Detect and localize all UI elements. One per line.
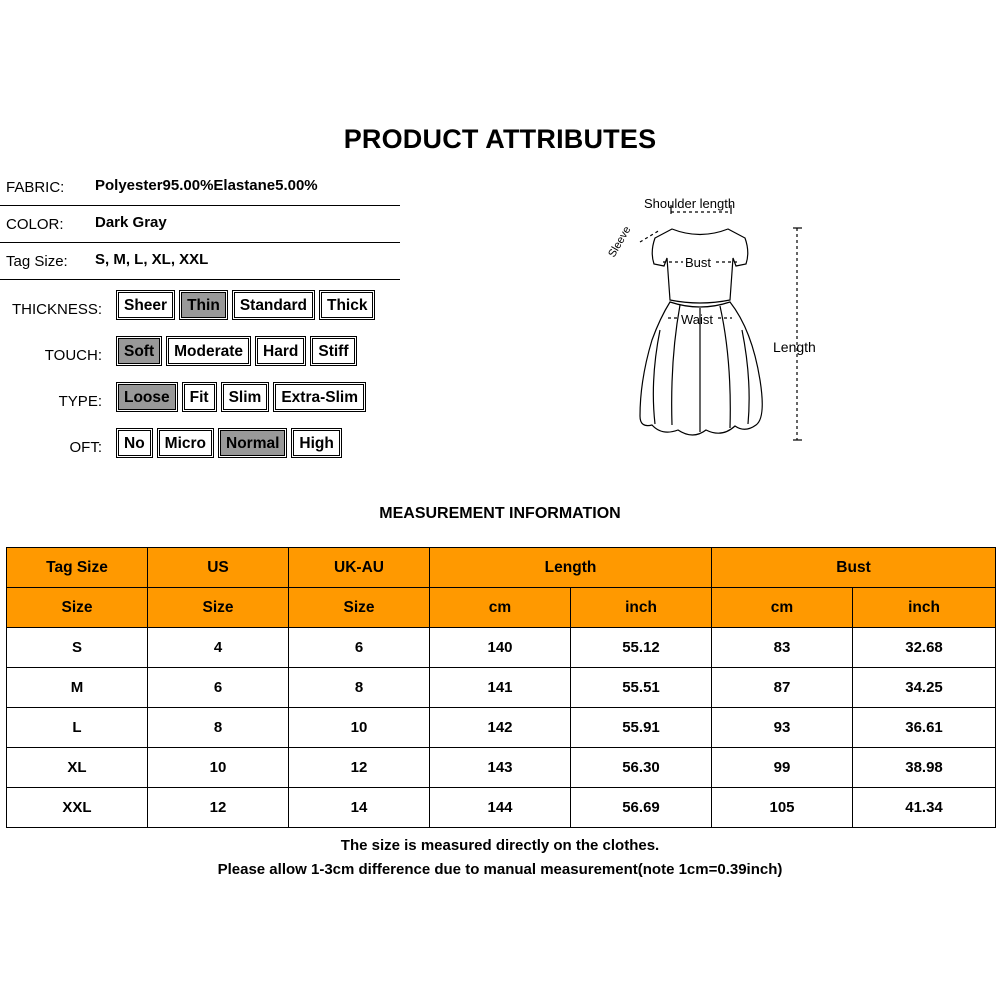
- dress-size-diagram: [600, 190, 840, 450]
- table-cell: 12: [289, 748, 430, 788]
- header-cell: Length: [430, 548, 712, 588]
- note-measured-directly: The size is measured directly on the clothes.: [340, 837, 660, 854]
- type-options: [116, 382, 366, 412]
- touch-option-hard: Hard: [257, 338, 304, 364]
- table-cell: 144: [430, 788, 571, 828]
- touch-option-soft: Soft: [118, 338, 160, 364]
- table-cell: 4: [148, 628, 289, 668]
- type-option-fit: Fit: [184, 384, 215, 410]
- diagram-length-label: Length: [773, 339, 816, 355]
- table-cell: 55.12: [571, 628, 712, 668]
- table-cell: 87: [712, 668, 853, 708]
- color-label: COLOR:: [6, 216, 64, 233]
- table-cell: 56.69: [571, 788, 712, 828]
- fabric-label: FABRIC:: [6, 179, 65, 196]
- subheader-cell: Size: [148, 588, 289, 628]
- table-header-row: [7, 548, 996, 588]
- thickness-option-thin: Thin: [181, 292, 226, 318]
- table-cell: 36.61: [853, 708, 996, 748]
- thickness-label: THICKNESS:: [11, 301, 102, 318]
- touch-option-moderate: Moderate: [168, 338, 249, 364]
- thickness-option-thick: Thick: [321, 292, 373, 318]
- table-cell: 10: [148, 748, 289, 788]
- table-cell: XXL: [7, 788, 148, 828]
- table-cell: 32.68: [853, 628, 996, 668]
- table-row: [7, 668, 996, 708]
- thickness-option-standard: Standard: [234, 292, 313, 318]
- tag-size-value: S, M, L, XL, XXL: [95, 251, 209, 268]
- oft-option-normal: Normal: [220, 430, 285, 456]
- oft-label: OFT:: [69, 439, 102, 456]
- type-option-slim: Slim: [223, 384, 268, 410]
- color-value: Dark Gray: [95, 214, 167, 231]
- header-cell: Bust: [712, 548, 996, 588]
- tag-size-row: [0, 242, 400, 280]
- table-row: [7, 708, 996, 748]
- table-cell: 83: [712, 628, 853, 668]
- oft-option-micro: Micro: [159, 430, 212, 456]
- subheader-cell: inch: [853, 588, 996, 628]
- header-cell: UK-AU: [289, 548, 430, 588]
- table-cell: S: [7, 628, 148, 668]
- table-cell: M: [7, 668, 148, 708]
- table-cell: 6: [148, 668, 289, 708]
- touch-label: TOUCH:: [44, 347, 102, 364]
- oft-option-no: No: [118, 430, 151, 456]
- oft-option-high: High: [293, 430, 339, 456]
- note-allow-difference: Please allow 1-3cm difference due to manual measurement(note 1cm=0.39inch): [217, 861, 783, 878]
- table-subheader-row: [7, 588, 996, 628]
- diagram-bust-label: Bust: [685, 255, 712, 270]
- table-cell: 56.30: [571, 748, 712, 788]
- touch-options: [116, 336, 357, 366]
- table-cell: 8: [289, 668, 430, 708]
- table-cell: 6: [289, 628, 430, 668]
- tag-size-label: Tag Size:: [6, 253, 68, 270]
- subheader-cell: cm: [712, 588, 853, 628]
- diagram-sleeve-label: Sleeve: [606, 224, 634, 260]
- table-cell: 142: [430, 708, 571, 748]
- table-cell: 140: [430, 628, 571, 668]
- subheader-cell: Size: [7, 588, 148, 628]
- header-cell: US: [148, 548, 289, 588]
- table-cell: 105: [712, 788, 853, 828]
- table-cell: 41.34: [853, 788, 996, 828]
- table-row: [7, 628, 996, 668]
- table-cell: 10: [289, 708, 430, 748]
- diagram-waist-label: Waist: [681, 312, 714, 327]
- table-cell: 55.91: [571, 708, 712, 748]
- type-label: TYPE:: [58, 393, 102, 410]
- subheader-cell: inch: [571, 588, 712, 628]
- table-cell: 141: [430, 668, 571, 708]
- table-cell: 38.98: [853, 748, 996, 788]
- table-cell: 14: [289, 788, 430, 828]
- type-option-extra-slim: Extra-Slim: [275, 384, 364, 410]
- type-option-loose: Loose: [118, 384, 176, 410]
- oft-options: [116, 428, 342, 458]
- thickness-option-sheer: Sheer: [118, 292, 173, 318]
- header-cell: Tag Size: [7, 548, 148, 588]
- color-row: [0, 205, 400, 243]
- table-cell: 55.51: [571, 668, 712, 708]
- measurement-title: MEASUREMENT INFORMATION: [379, 505, 621, 522]
- table-row: [7, 748, 996, 788]
- page-title: PRODUCT ATTRIBUTES: [343, 124, 657, 154]
- subheader-cell: cm: [430, 588, 571, 628]
- subheader-cell: Size: [289, 588, 430, 628]
- table-cell: 8: [148, 708, 289, 748]
- fabric-row: [0, 168, 400, 206]
- touch-option-stiff: Stiff: [312, 338, 354, 364]
- table-row: [7, 788, 996, 828]
- table-cell: L: [7, 708, 148, 748]
- thickness-options: [116, 290, 375, 320]
- table-cell: 93: [712, 708, 853, 748]
- table-cell: XL: [7, 748, 148, 788]
- table-cell: 34.25: [853, 668, 996, 708]
- diagram-shoulder-label: Shoulder length: [644, 196, 736, 211]
- measurement-table: [6, 547, 996, 828]
- table-cell: 143: [430, 748, 571, 788]
- table-cell: 12: [148, 788, 289, 828]
- fabric-value: Polyester95.00%Elastane5.00%: [95, 177, 318, 194]
- table-cell: 99: [712, 748, 853, 788]
